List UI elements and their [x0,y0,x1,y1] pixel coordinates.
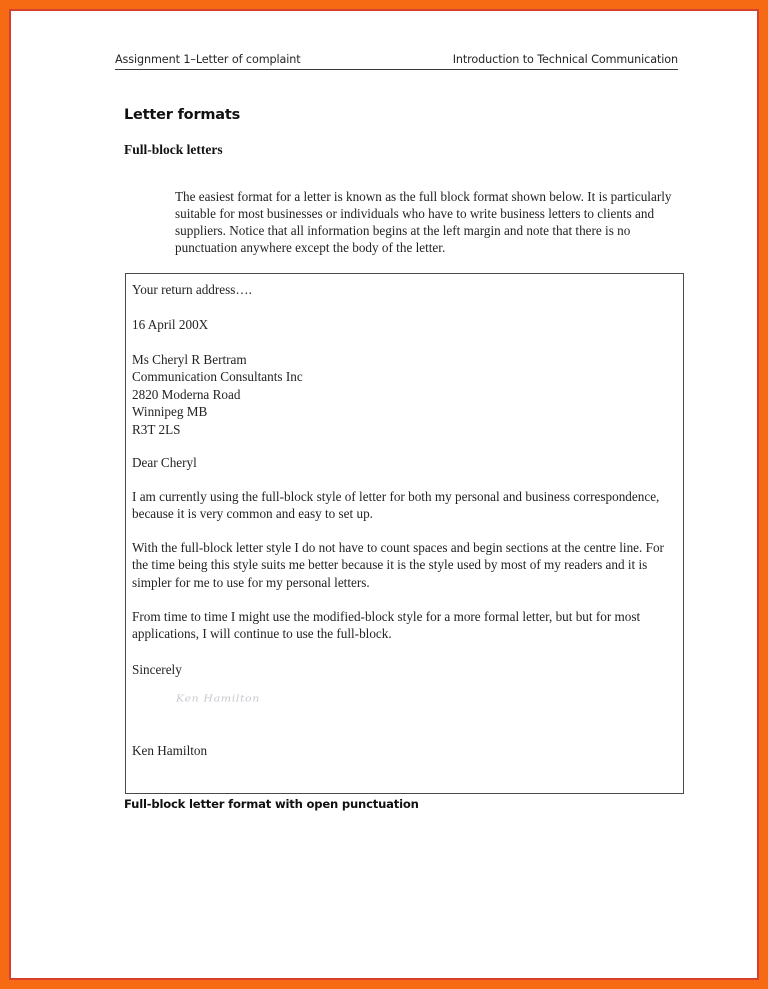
recipient-postal-code: R3T 2LS [132,421,181,437]
header-course-title: Introduction to Technical Communication [452,53,678,66]
letter-body-paragraph-1: I am currently using the full-block style of letter for both my personal and business correspondence, because it is very common and easy to set up. [132,489,660,522]
letter-date: 16 April 200X [132,317,209,332]
document-sheet [11,11,757,978]
document-running-header [115,53,678,70]
figure-caption: Full-block letter format with open punctuation [124,797,419,811]
header-assignment-title: Assignment 1–Letter of complaint [115,53,301,66]
letter-closing: Sincerely [132,662,182,677]
letter-signer-name: Ken Hamilton [132,743,208,758]
letter-content [126,274,683,793]
letter-body-paragraph-3: From time to time I might use the modified-block style for a more formal letter, but but for most applications, I will continue to use the full-block. [132,609,641,642]
recipient-name: Ms Cheryl R Bertram [132,352,247,367]
letter-recipient-address [132,351,303,438]
letter-body-paragraph-2: With the full-block letter style I do not have to count spaces and begin sections at the centre line. For the time being this style suits me better because it is the style used by most of my readers and it is simpler for me to use for my personal letters. [132,540,664,590]
letter-specimen-box [125,273,684,794]
recipient-city: Winnipeg MB [132,404,208,420]
recipient-street: 2820 Moderna Road [132,386,241,402]
letter-salutation: Dear Cheryl [132,455,197,470]
page-title: Letter formats [124,107,241,123]
handwritten-signature: Ken Hamilton [176,692,260,705]
intro-paragraph: The easiest format for a letter is known as the full block format shown below. It is particularly suitable for most businesses or individuals who have to write business letters to clients and suppliers. Notice that all information begins at the left margin and note that there is no punctuation anywhere except the body of the letter. [175,189,672,255]
page-frame-inner-border [9,9,759,980]
section-heading: Full-block letters [124,142,223,157]
recipient-company: Communication Consultants Inc [132,369,303,385]
letter-return-address: Your return address…. [132,282,252,297]
